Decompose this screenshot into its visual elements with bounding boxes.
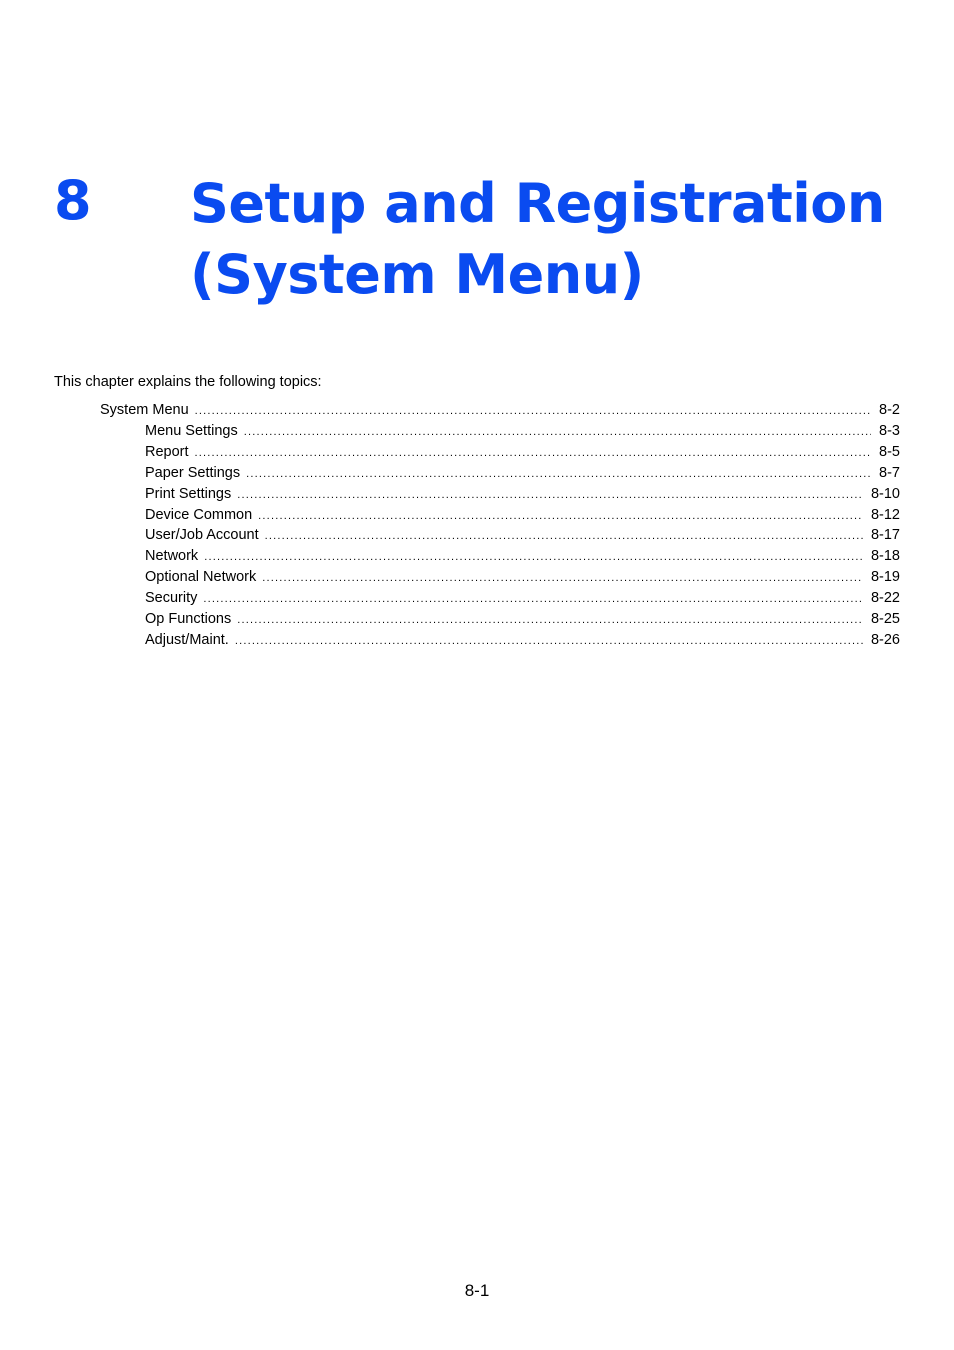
toc-entry-label: Security <box>145 590 198 607</box>
toc-entry-label: Print Settings <box>145 485 232 502</box>
toc-dot-leader <box>246 464 871 483</box>
toc-entry-label: User/Job Account <box>145 527 259 544</box>
toc-entry[interactable] <box>145 630 900 650</box>
toc-entry-label: Optional Network <box>145 569 257 586</box>
toc-dot-leader <box>195 443 872 462</box>
toc-dot-leader <box>244 422 871 441</box>
toc-entry-label: System Menu <box>100 402 189 418</box>
page-number: 8-1 <box>464 1281 490 1300</box>
toc-entry[interactable] <box>145 525 900 545</box>
intro-text: This chapter explains the following topics: <box>54 374 322 390</box>
toc-entry-page: 8-17 <box>870 527 900 544</box>
toc-entry-page: 8-26 <box>870 631 900 648</box>
toc-entry[interactable] <box>145 442 900 462</box>
toc-dot-leader <box>262 568 863 587</box>
chapter-title-line-1: Setup and Registration <box>190 172 885 235</box>
toc-entry-page: 8-10 <box>870 485 900 502</box>
toc-dot-leader <box>235 631 863 650</box>
toc-entry-page: 8-25 <box>870 611 900 627</box>
toc-entry-page: 8-3 <box>879 422 900 439</box>
toc-entry[interactable] <box>145 567 900 587</box>
toc-dot-leader <box>258 506 863 525</box>
chapter-title-line-2: (System Menu) <box>190 243 644 306</box>
toc-dot-leader <box>237 485 863 504</box>
toc-entry-page: 8-5 <box>879 443 900 460</box>
toc-dot-leader <box>265 526 863 545</box>
chapter-number: 8 <box>54 169 92 232</box>
toc-entry-label: Menu Settings <box>145 422 238 439</box>
toc-dot-leader <box>204 547 863 566</box>
toc-entry-page: 8-12 <box>870 506 900 523</box>
toc-entry[interactable] <box>145 588 900 608</box>
toc-entry[interactable] <box>145 609 900 629</box>
toc-entry[interactable] <box>100 400 900 420</box>
toc-entry-label: Report <box>145 443 189 460</box>
toc-entry-page: 8-2 <box>879 402 900 418</box>
toc-entry-label: Op Functions <box>145 611 232 627</box>
toc-entry[interactable] <box>145 546 900 566</box>
toc-entry[interactable] <box>145 484 900 504</box>
toc-entry-page: 8-19 <box>870 569 900 586</box>
toc-entry-label: Network <box>145 548 199 565</box>
toc-dot-leader <box>203 589 863 608</box>
toc-entry-page: 8-22 <box>870 590 900 607</box>
toc-dot-leader <box>195 401 871 420</box>
toc-entry-label: Device Common <box>145 506 253 523</box>
toc-entry-label: Adjust/Maint. <box>145 631 229 648</box>
toc-dot-leader <box>237 610 863 629</box>
toc-entry-page: 8-7 <box>879 464 900 481</box>
chapter-title <box>190 168 930 310</box>
toc-entry-label: Paper Settings <box>145 464 241 481</box>
toc-entry[interactable] <box>145 463 900 483</box>
toc-entry[interactable] <box>145 505 900 525</box>
toc-entry[interactable] <box>145 421 900 441</box>
toc-entry-page: 8-18 <box>870 548 900 565</box>
